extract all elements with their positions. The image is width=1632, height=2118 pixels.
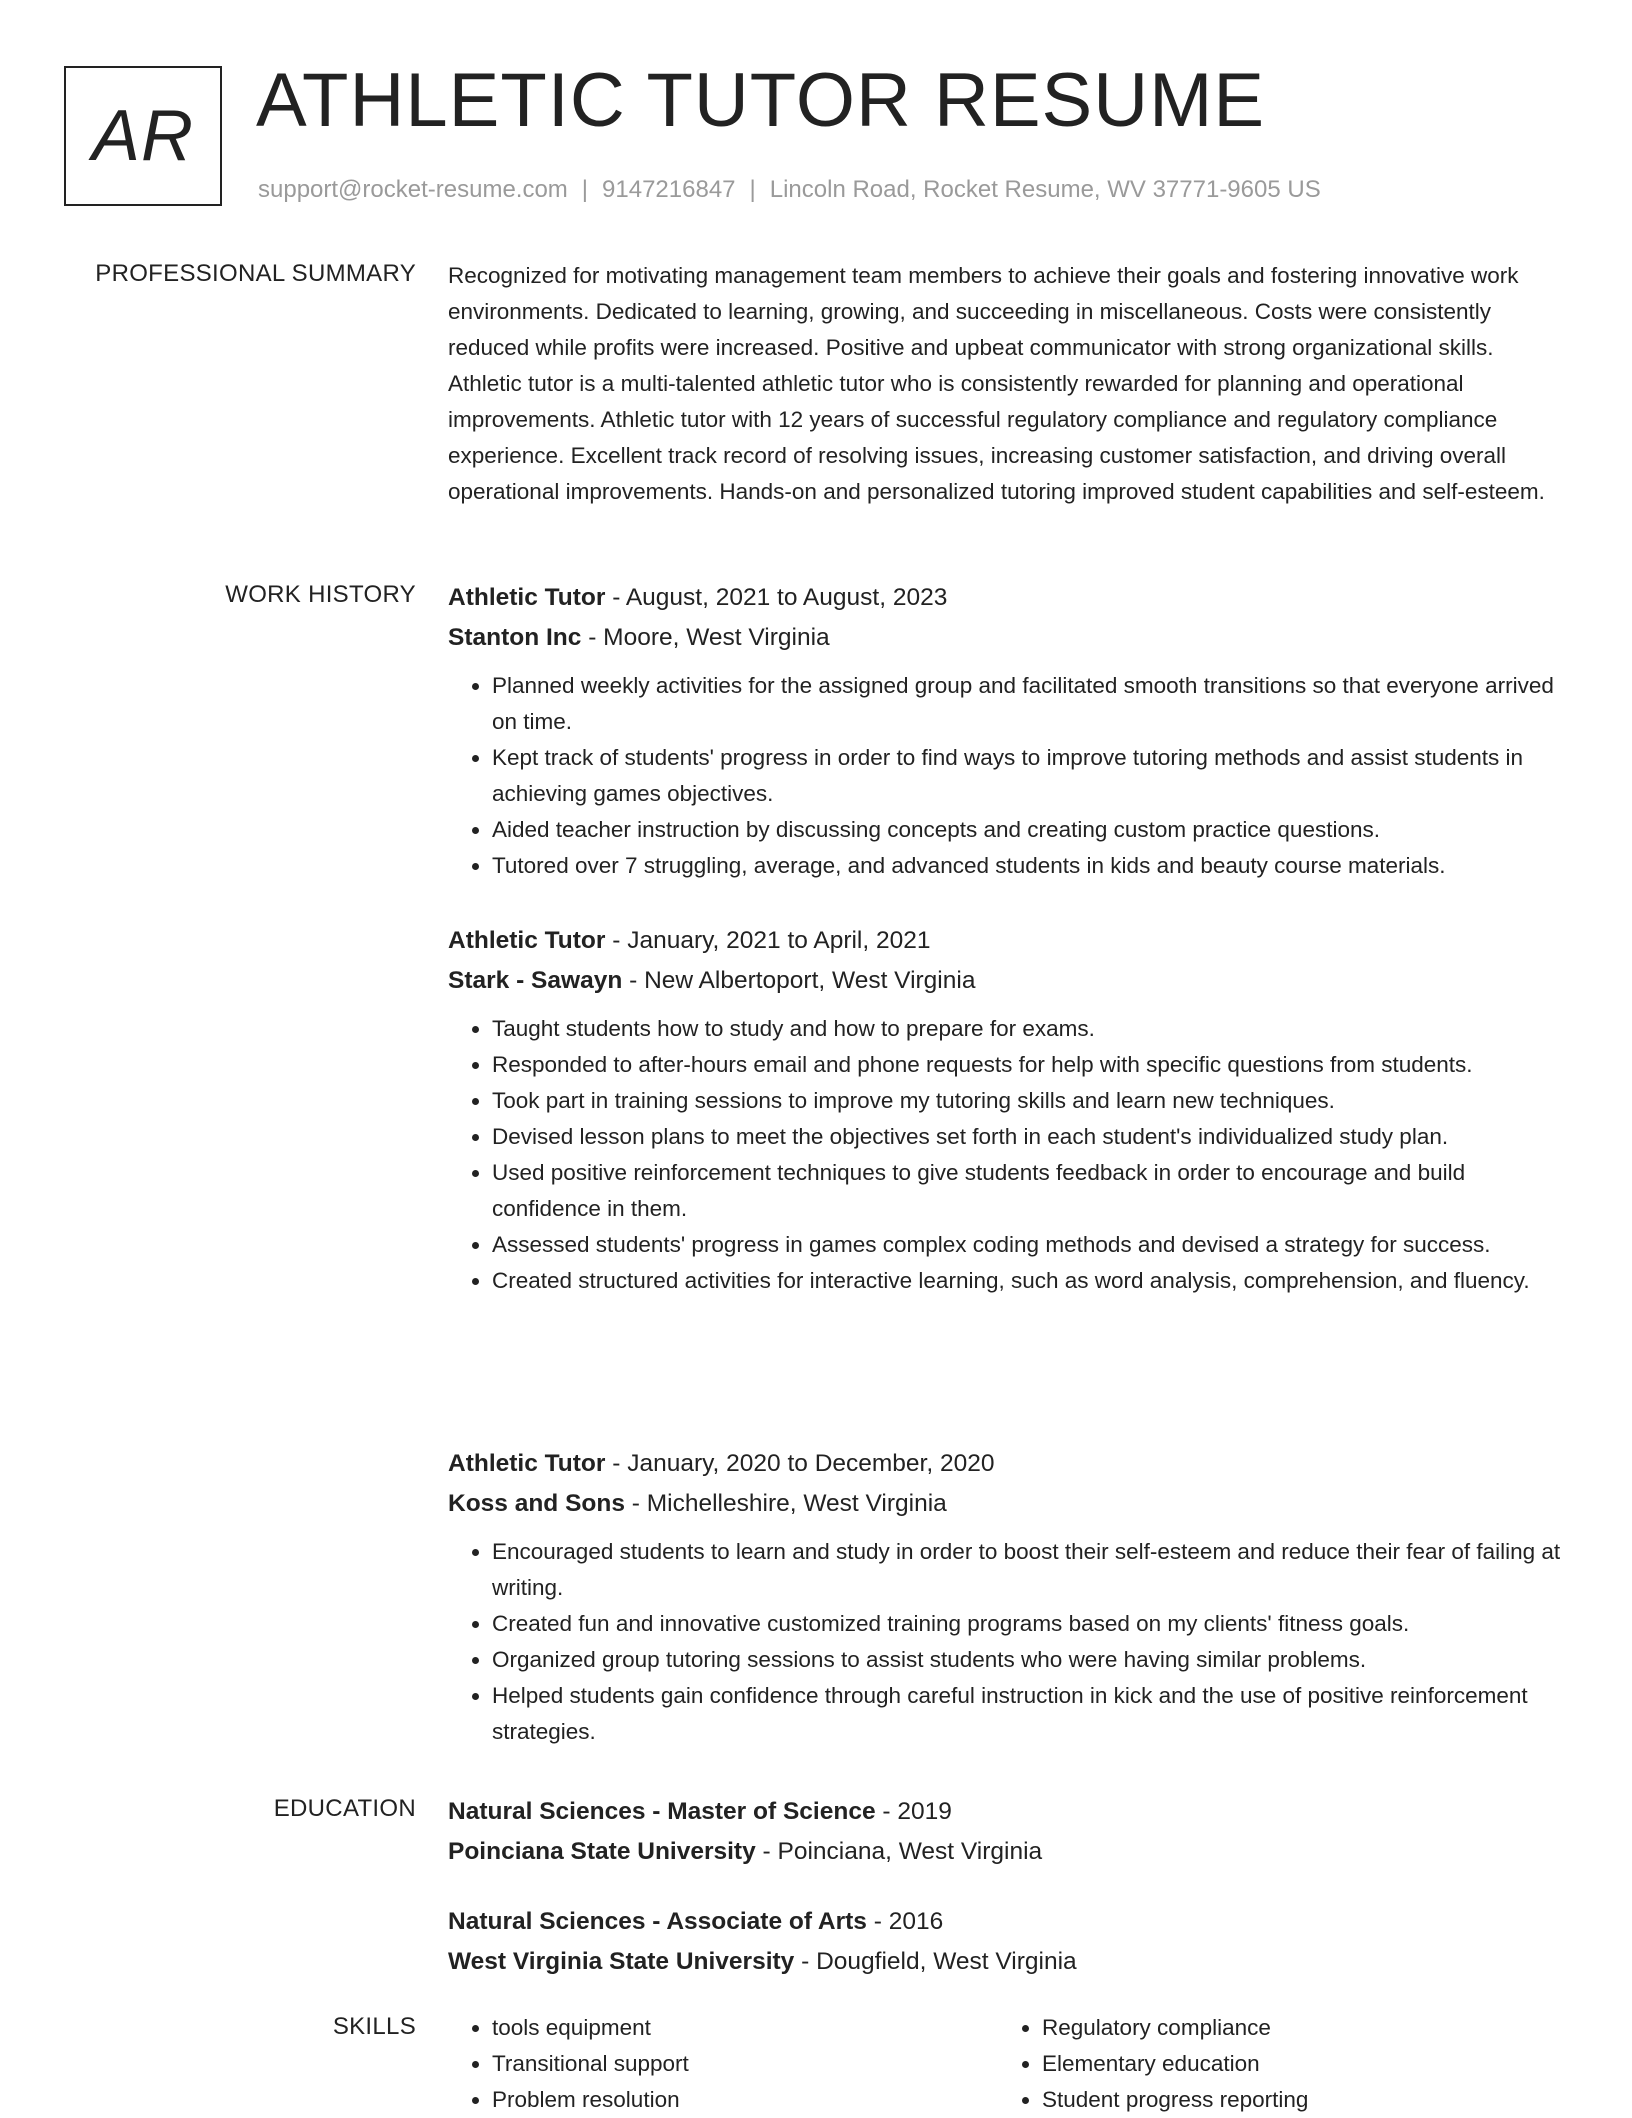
job-location: - Moore, West Virginia — [581, 624, 830, 651]
skill-item: • tools equipment — [492, 2010, 998, 2046]
list-item: • Took part in training sessions to improve my tutoring skills and learn new techniques. — [492, 1083, 1568, 1119]
summary-section — [448, 258, 1568, 510]
skill-item: • Regulatory compliance — [1042, 2010, 1548, 2046]
education-location: - Dougfield, West Virginia — [794, 1948, 1077, 1975]
job-title: Athletic Tutor — [448, 927, 606, 954]
skills-list-right — [998, 2010, 1548, 2118]
education-year: - 2019 — [875, 1798, 952, 1825]
job-company: Koss and Sons — [448, 1490, 625, 1517]
job-entry — [448, 578, 1568, 884]
job-company-line — [448, 1484, 1568, 1524]
job-title-line — [448, 1444, 1568, 1484]
list-item: • Taught students how to study and how to prepare for exams. — [492, 1011, 1568, 1047]
list-item: • Organized group tutoring sessions to assist students who were having similar problems. — [492, 1642, 1568, 1678]
list-item: • Responded to after-hours email and phone requests for help with specific questions from students. — [492, 1047, 1568, 1083]
list-item: • Devised lesson plans to meet the objectives set forth in each student's individualized study plan. — [492, 1119, 1568, 1155]
job-entry — [448, 921, 1568, 1299]
resume-title: ATHLETIC TUTOR RESUME — [256, 58, 1266, 143]
list-item: • Assessed students' progress in games complex coding methods and devised a strategy for success. — [492, 1227, 1568, 1263]
job-bullets — [448, 1534, 1568, 1750]
list-item: • Encouraged students to learn and study in order to boost their self-esteem and reduce their fear of failing at writing. — [492, 1534, 1568, 1606]
education-degree: Natural Sciences - Associate of Arts — [448, 1908, 867, 1935]
job-title-line — [448, 578, 1568, 618]
list-item: • Created structured activities for interactive learning, such as word analysis, comprehension, and fluency. — [492, 1263, 1568, 1299]
education-school-line — [448, 1832, 1568, 1872]
contact-separator: | — [581, 176, 589, 203]
education-entry — [448, 1792, 1568, 1872]
list-item: • Created fun and innovative customized training programs based on my clients' fitness goals. — [492, 1606, 1568, 1642]
job-company: Stanton Inc — [448, 624, 582, 651]
section-label-education: EDUCATION — [273, 1795, 416, 1822]
education-entry — [448, 1902, 1568, 1982]
job-dates: - January, 2021 to April, 2021 — [605, 927, 931, 954]
monogram-initials: AR — [91, 96, 195, 176]
section-label-summary: PROFESSIONAL SUMMARY — [95, 260, 416, 287]
list-item: • Used positive reinforcement techniques to give students feedback in order to encourage and build confidence in them. — [492, 1155, 1568, 1227]
job-dates: - August, 2021 to August, 2023 — [605, 584, 948, 611]
education-degree-line — [448, 1902, 1568, 1942]
contact-line — [258, 176, 1321, 204]
list-item: • Kept track of students' progress in order to find ways to improve tutoring methods and assist students in achieving games objectives. — [492, 740, 1568, 812]
list-item: • Helped students gain confidence through careful instruction in kick and the use of positive reinforcement strategies. — [492, 1678, 1568, 1750]
job-bullets — [448, 1011, 1568, 1299]
job-dates: - January, 2020 to December, 2020 — [605, 1450, 995, 1477]
list-item: • Planned weekly activities for the assigned group and facilitated smooth transitions so that everyone arrived on time. — [492, 668, 1568, 740]
section-label-skills: SKILLS — [332, 2013, 416, 2040]
job-location: - Michelleshire, West Virginia — [624, 1490, 947, 1517]
education-school: West Virginia State University — [448, 1948, 795, 1975]
job-company: Stark - Sawayn — [448, 967, 623, 994]
job-title-line — [448, 921, 1568, 961]
skills-columns — [448, 2010, 1548, 2118]
skill-item: • Problem resolution — [492, 2082, 998, 2118]
contact-email[interactable]: support@rocket-resume.com — [258, 176, 568, 203]
contact-phone[interactable]: 9147216847 — [602, 176, 736, 203]
education-degree: Natural Sciences - Master of Science — [448, 1798, 876, 1825]
list-item: • Tutored over 7 struggling, average, and advanced students in kids and beauty course materials. — [492, 848, 1568, 884]
education-school-line — [448, 1942, 1568, 1982]
monogram-box — [64, 66, 222, 206]
skills-section — [448, 2010, 1568, 2118]
job-bullets — [448, 668, 1568, 884]
list-item: • Aided teacher instruction by discussing concepts and creating custom practice questions. — [492, 812, 1568, 848]
job-company-line — [448, 961, 1568, 1001]
job-location: - New Albertoport, West Virginia — [622, 967, 976, 994]
skill-item: • Student progress reporting — [1042, 2082, 1548, 2118]
education-year: - 2016 — [866, 1908, 944, 1935]
job-title: Athletic Tutor — [448, 1450, 606, 1477]
skills-list-left — [448, 2010, 998, 2118]
summary-text: Recognized for motivating management team members to achieve their goals and fostering innovative work environments. Dedicated to learning, growing, and succeeding in miscellaneous. Costs were consistently reduced while profits were increased. Positive and upbeat communicator with strong organizational skills. Athletic tutor is a multi-talented athletic tutor who is consistently rewarded for planning and operational improvements. Athletic tutor with 12 years of successful regulatory compliance and regulatory compliance experience. Excellent track record of resolving issues, increasing customer satisfaction, and driving overall operational improvements. Hands-on and personalized tutoring improved student capabilities and self-esteem. — [448, 263, 1545, 504]
education-school: Poinciana State University — [448, 1838, 756, 1865]
education-degree-line — [448, 1792, 1568, 1832]
contact-separator: | — [749, 176, 756, 203]
job-company-line — [448, 618, 1568, 658]
education-location: - Poinciana, West Virginia — [755, 1838, 1043, 1865]
section-label-work-history: WORK HISTORY — [225, 581, 416, 608]
job-title: Athletic Tutor — [448, 584, 606, 611]
contact-address: Lincoln Road, Rocket Resume, WV 37771-9605 US — [769, 176, 1321, 203]
skill-item: • Elementary education — [1042, 2046, 1548, 2082]
skill-item: • Transitional support — [492, 2046, 998, 2082]
job-entry — [448, 1444, 1568, 1750]
